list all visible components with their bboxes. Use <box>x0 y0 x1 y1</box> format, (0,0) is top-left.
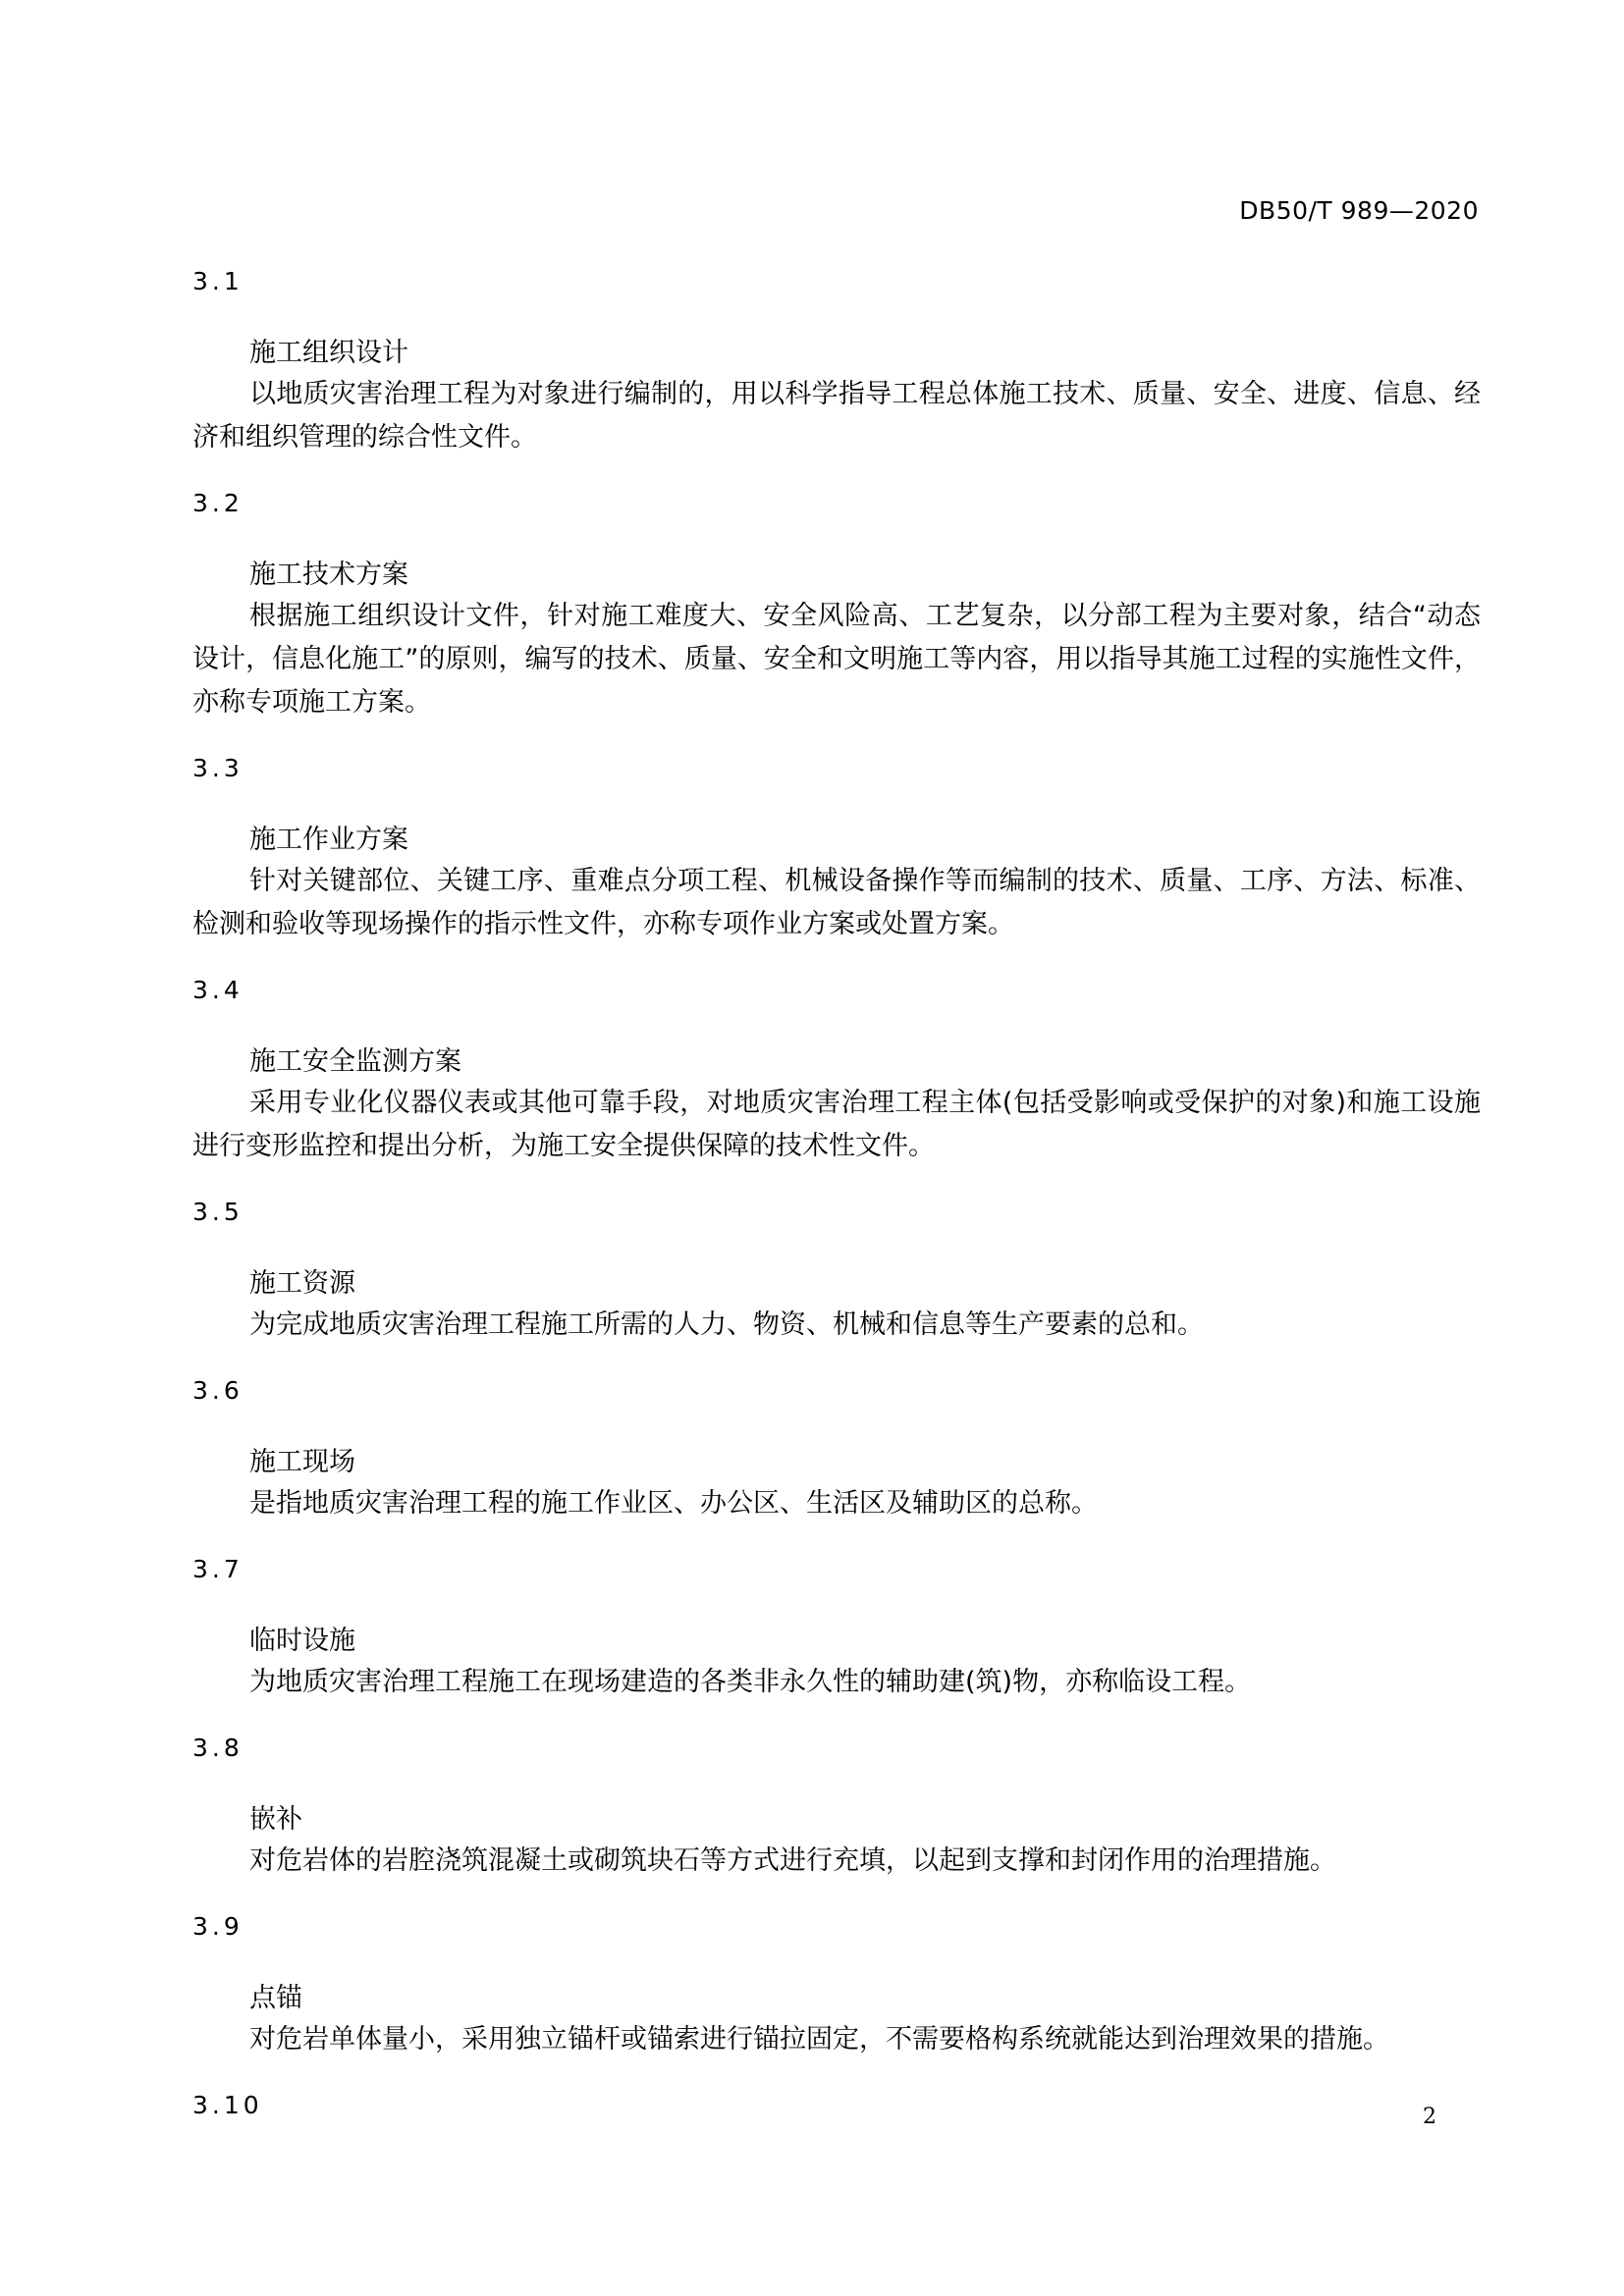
entry-definition: 以地质灾害治理工程为对象进行编制的，用以科学指导工程总体施工技术、质量、安全、进度、信息、经济和组织管理的综合性文件。 <box>192 379 1481 453</box>
entry-number: 3.5 <box>192 1198 244 1226</box>
entry-term: 施工现场 <box>249 1447 355 1477</box>
entry-definition: 为地质灾害治理工程施工在现场建造的各类非永久性的辅助建(筑)物，亦称临设工程。 <box>249 1667 1252 1697</box>
definition-entry <box>192 974 1481 1168</box>
definitions-section <box>192 265 1481 2122</box>
entry-term: 施工技术方案 <box>249 560 408 590</box>
definition-entry <box>192 2089 1481 2122</box>
entry-number: 3.1 <box>192 267 244 295</box>
entry-number: 3.10 <box>192 2091 263 2119</box>
entry-number: 3.2 <box>192 489 244 517</box>
page-number: 2 <box>1423 2105 1436 2129</box>
entry-term: 施工安全监测方案 <box>249 1046 461 1077</box>
definition-entry <box>192 1553 1481 1704</box>
entry-term: 施工资源 <box>249 1268 355 1299</box>
definition-entry <box>192 1732 1481 1883</box>
entry-number: 3.8 <box>192 1734 244 1762</box>
entry-term: 临时设施 <box>249 1626 355 1656</box>
entry-number: 3.9 <box>192 1912 244 1941</box>
entry-definition: 对危岩单体量小，采用独立锚杆或锚索进行锚拉固定，不需要格构系统就能达到治理效果的措施。 <box>249 2024 1389 2055</box>
definition-entry <box>192 1196 1481 1347</box>
entry-definition: 采用专业化仪器仪表或其他可靠手段，对地质灾害治理工程主体(包括受影响或受保护的对象)和施工设施进行变形监控和提出分析，为施工安全提供保障的技术性文件。 <box>192 1088 1481 1161</box>
entry-term: 嵌补 <box>249 1804 302 1835</box>
entry-term: 施工作业方案 <box>249 825 408 855</box>
definition-entry <box>192 487 1481 724</box>
definition-entry <box>192 1910 1481 2061</box>
definition-entry <box>192 265 1481 459</box>
entry-number: 3.7 <box>192 1555 244 1583</box>
entry-definition: 对危岩体的岩腔浇筑混凝土或砌筑块石等方式进行充填，以起到支撑和封闭作用的治理措施。 <box>249 1845 1336 1876</box>
entry-term: 点锚 <box>249 1983 302 2013</box>
definition-entry <box>192 1374 1481 1525</box>
entry-number: 3.3 <box>192 754 244 782</box>
entry-definition: 针对关键部位、关键工序、重难点分项工程、机械设备操作等而编制的技术、质量、工序、方法、标准、检测和验收等现场操作的指示性文件，亦称专项作业方案或处置方案。 <box>192 866 1481 939</box>
entry-term: 施工组织设计 <box>249 338 408 368</box>
entry-number: 3.4 <box>192 976 244 1004</box>
entry-definition: 根据施工组织设计文件，针对施工难度大、安全风险高、工艺复杂，以分部工程为主要对象，结合“动态设计，信息化施工”的原则，编写的技术、质量、安全和文明施工等内容，用以指导其施工过程的实施性文件，亦称专项施工方案。 <box>192 601 1481 718</box>
entry-definition: 为完成地质灾害治理工程施工所需的人力、物资、机械和信息等生产要素的总和。 <box>249 1309 1204 1340</box>
entry-number: 3.6 <box>192 1376 244 1405</box>
definition-entry <box>192 752 1481 946</box>
entry-definition: 是指地质灾害治理工程的施工作业区、办公区、生活区及辅助区的总称。 <box>249 1488 1098 1519</box>
document-code: DB50/T 989—2020 <box>1239 196 1479 225</box>
